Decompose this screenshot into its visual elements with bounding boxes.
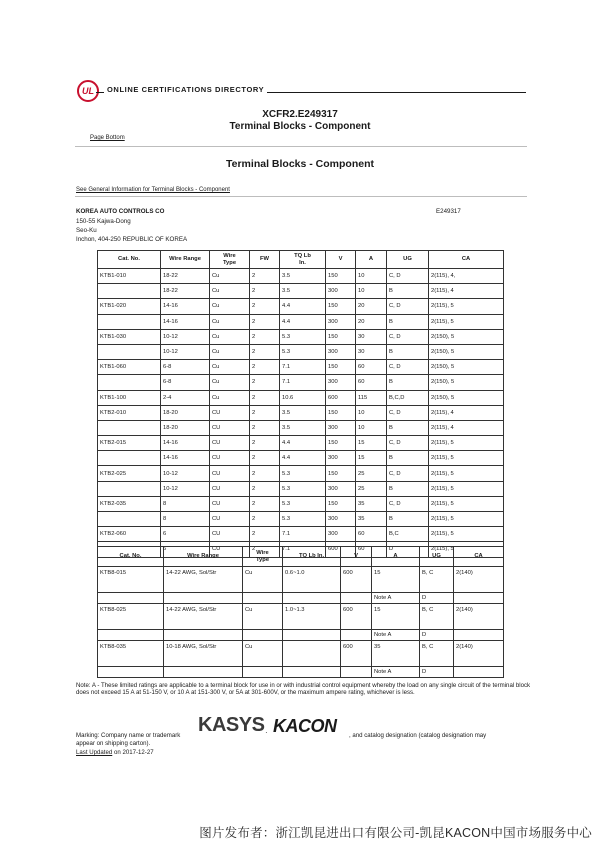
table-cell: 300 bbox=[326, 451, 356, 466]
table-cell: Cu bbox=[210, 299, 250, 314]
table-cell: 2 bbox=[250, 329, 280, 344]
table-cell: CU bbox=[210, 451, 250, 466]
table-cell: 10 bbox=[356, 269, 387, 284]
table-cell: 35 bbox=[372, 641, 420, 667]
table-cell: 3.5 bbox=[280, 420, 326, 435]
table-cell: 10 bbox=[356, 405, 387, 420]
table-cell: KTB8-035 bbox=[98, 641, 164, 667]
table-cell: 2-4 bbox=[161, 390, 210, 405]
table-cell bbox=[341, 593, 372, 604]
table-cell: 15 bbox=[372, 604, 420, 630]
table-cell bbox=[98, 314, 161, 329]
header-cell: A bbox=[372, 547, 420, 567]
address-line: Seo-Ku bbox=[76, 227, 97, 234]
table-cell bbox=[98, 284, 161, 299]
table-cell: 7.1 bbox=[280, 542, 326, 557]
table-cell bbox=[98, 344, 161, 359]
table-cell: 2(115), 5 bbox=[429, 512, 504, 527]
header-cell: TQ Lb In. bbox=[283, 547, 341, 567]
table-cell bbox=[98, 593, 164, 604]
table-cell: 2(115), 5 bbox=[429, 496, 504, 511]
ratings-table-2 bbox=[97, 546, 504, 678]
table-cell: 300 bbox=[326, 512, 356, 527]
table-cell: 6 bbox=[161, 542, 210, 557]
last-updated bbox=[76, 749, 154, 756]
table-cell: 4.4 bbox=[280, 299, 326, 314]
table-cell: C, D bbox=[387, 436, 429, 451]
table-cell: CU bbox=[210, 542, 250, 557]
table-cell: Cu bbox=[210, 329, 250, 344]
table-cell: B, C bbox=[420, 641, 454, 667]
table-cell: KTB1-010 bbox=[98, 269, 161, 284]
table-cell: 2 bbox=[250, 284, 280, 299]
table-cell: CU bbox=[210, 527, 250, 542]
table-cell bbox=[98, 481, 161, 496]
table-cell: 5.3 bbox=[280, 496, 326, 511]
header-cell: UG bbox=[387, 251, 429, 269]
table-cell: 14-16 bbox=[161, 436, 210, 451]
table-cell: B bbox=[387, 512, 429, 527]
table-cell: C, D bbox=[387, 466, 429, 481]
table-cell: 2(115), 5 bbox=[429, 527, 504, 542]
table-cell: 2(115), 5 bbox=[429, 542, 504, 557]
table-cell: KTB2-010 bbox=[98, 405, 161, 420]
table-row bbox=[98, 604, 504, 630]
table-cell: 2 bbox=[250, 420, 280, 435]
table-row bbox=[98, 641, 504, 667]
table-cell: 2(150), 5 bbox=[429, 360, 504, 375]
table-cell: KTB2-015 bbox=[98, 436, 161, 451]
table-cell: CU bbox=[210, 420, 250, 435]
table-cell: B bbox=[387, 420, 429, 435]
table-cell: CU bbox=[210, 405, 250, 420]
table-cell: 600 bbox=[326, 390, 356, 405]
table-cell: 2 bbox=[250, 451, 280, 466]
table-cell: 14-16 bbox=[161, 299, 210, 314]
table-cell: 2(150), 5 bbox=[429, 329, 504, 344]
kacon-logo: KACON bbox=[273, 716, 337, 736]
table-cell: 0.6~1.0 bbox=[283, 567, 341, 593]
table-row bbox=[98, 329, 504, 344]
table-cell: 2 bbox=[250, 466, 280, 481]
table-row bbox=[98, 593, 504, 604]
table-cell bbox=[98, 451, 161, 466]
table-cell: B bbox=[387, 481, 429, 496]
table-cell: 2(140) bbox=[454, 567, 504, 593]
table-cell: 5.3 bbox=[280, 344, 326, 359]
table-cell: C, D bbox=[387, 329, 429, 344]
table-cell: 2 bbox=[250, 481, 280, 496]
doc-title: Terminal Blocks - Component bbox=[229, 121, 371, 132]
table-cell: 2(115), 4 bbox=[429, 420, 504, 435]
table-cell: 2 bbox=[250, 496, 280, 511]
table-cell: 600 bbox=[341, 604, 372, 630]
marking-suffix: , and catalog designation (catalog designation may bbox=[349, 732, 487, 739]
table-cell: Cu bbox=[210, 284, 250, 299]
table-cell: 600 bbox=[341, 641, 372, 667]
company-name: KOREA AUTO CONTROLS CO bbox=[76, 208, 165, 215]
table-row bbox=[98, 466, 504, 481]
table-cell: 10-12 bbox=[161, 481, 210, 496]
table-cell: B bbox=[387, 375, 429, 390]
table-cell: 15 bbox=[372, 567, 420, 593]
table-cell bbox=[243, 667, 283, 678]
header-cell: V bbox=[341, 547, 372, 567]
table-row bbox=[98, 405, 504, 420]
table-cell: 7.1 bbox=[280, 527, 326, 542]
doc-code: XCFR2.E249317 bbox=[262, 109, 338, 120]
marking-prefix: Marking: Company name or trademark bbox=[76, 732, 181, 739]
table-row bbox=[98, 481, 504, 496]
table-cell: D bbox=[387, 542, 429, 557]
table-cell: Note A bbox=[372, 630, 420, 641]
table-cell: Cu bbox=[243, 567, 283, 593]
table-cell: 2(115), 5 bbox=[429, 314, 504, 329]
table-cell: 35 bbox=[356, 496, 387, 511]
table-row bbox=[98, 667, 504, 678]
table-cell bbox=[283, 593, 341, 604]
table-cell: 2 bbox=[250, 314, 280, 329]
table-cell: Cu bbox=[243, 641, 283, 667]
table-row bbox=[98, 567, 504, 593]
table-cell: 25 bbox=[356, 466, 387, 481]
table-cell: KTB1-030 bbox=[98, 329, 161, 344]
table-cell: 60 bbox=[356, 542, 387, 557]
last-updated-link[interactable]: Last Updated bbox=[76, 749, 113, 756]
table-cell: 600 bbox=[341, 567, 372, 593]
ratings-table-1 bbox=[97, 250, 504, 558]
table-cell: 3.5 bbox=[280, 405, 326, 420]
table-cell: 150 bbox=[326, 436, 356, 451]
table-cell bbox=[243, 593, 283, 604]
kasys-logo: KASYS bbox=[198, 714, 265, 736]
table-cell: Cu bbox=[210, 269, 250, 284]
header-cell: Cat. No. bbox=[98, 547, 164, 567]
table-cell: 20 bbox=[356, 299, 387, 314]
table-cell: 1.0~1.3 bbox=[283, 604, 341, 630]
table-cell: 60 bbox=[356, 375, 387, 390]
page-bottom-link[interactable]: Page Bottom bbox=[90, 135, 125, 141]
table-cell: 2 bbox=[250, 299, 280, 314]
table-row bbox=[98, 299, 504, 314]
table-cell: 5.3 bbox=[280, 481, 326, 496]
table-cell: 35 bbox=[356, 512, 387, 527]
table-cell: 300 bbox=[326, 344, 356, 359]
table-cell: 2(150), 5 bbox=[429, 375, 504, 390]
table-cell: 2(115), 5 bbox=[429, 299, 504, 314]
table-cell: C, D bbox=[387, 405, 429, 420]
table-cell: 10-12 bbox=[161, 466, 210, 481]
table-cell: 150 bbox=[326, 299, 356, 314]
table-cell bbox=[341, 667, 372, 678]
table-cell: KTB1-100 bbox=[98, 390, 161, 405]
table-cell: KTB8-015 bbox=[98, 567, 164, 593]
table-cell: 150 bbox=[326, 269, 356, 284]
table-cell bbox=[98, 512, 161, 527]
table-cell: 2(140) bbox=[454, 604, 504, 630]
table-cell: D bbox=[420, 593, 454, 604]
header-cell: CA bbox=[454, 547, 504, 567]
table-cell: C, D bbox=[387, 496, 429, 511]
table-cell bbox=[243, 630, 283, 641]
general-info-link[interactable]: See General Information for Terminal Blocks - Component bbox=[76, 187, 230, 193]
table-cell: CU bbox=[210, 512, 250, 527]
table-cell: 3.5 bbox=[280, 284, 326, 299]
table-row bbox=[98, 527, 504, 542]
table-cell bbox=[454, 593, 504, 604]
table-cell: 3.5 bbox=[280, 269, 326, 284]
table-cell: Cu bbox=[210, 375, 250, 390]
table-cell: B,C,D bbox=[387, 390, 429, 405]
table-cell: 14-16 bbox=[161, 314, 210, 329]
table-cell: 2 bbox=[250, 390, 280, 405]
table-cell: CU bbox=[210, 466, 250, 481]
table-cell: Cu bbox=[210, 344, 250, 359]
table-cell: 600 bbox=[326, 542, 356, 557]
table-cell: KTB1-020 bbox=[98, 299, 161, 314]
table-cell: 300 bbox=[326, 375, 356, 390]
table-cell: 10-12 bbox=[161, 329, 210, 344]
header-cell: A bbox=[356, 251, 387, 269]
table-cell: 2 bbox=[250, 542, 280, 557]
table-cell: 4.4 bbox=[280, 451, 326, 466]
table-cell: 115 bbox=[356, 390, 387, 405]
header-cell: TQ Lb In. bbox=[280, 251, 326, 269]
table-cell: 8 bbox=[161, 512, 210, 527]
table-cell: 14-22 AWG, Sol/Str bbox=[164, 567, 243, 593]
table-cell bbox=[283, 641, 341, 667]
marking-continuation: appear on shipping carton). bbox=[76, 740, 151, 747]
table-row bbox=[98, 390, 504, 405]
header-cell: Wire Type bbox=[210, 251, 250, 269]
table-cell: KTB2-060 bbox=[98, 527, 161, 542]
header-cell: Cat. No. bbox=[98, 251, 161, 269]
table-cell: 2(115), 4 bbox=[429, 284, 504, 299]
table-cell: 14-16 bbox=[161, 451, 210, 466]
table-cell bbox=[98, 420, 161, 435]
table-cell: Note A bbox=[372, 593, 420, 604]
table-cell: 2(150), 5 bbox=[429, 344, 504, 359]
table-cell bbox=[283, 630, 341, 641]
table-cell: 18-22 bbox=[161, 269, 210, 284]
address-line: Inchon, 404-250 REPUBLIC OF KOREA bbox=[76, 236, 188, 243]
table-cell bbox=[341, 630, 372, 641]
table-cell: 2(140) bbox=[454, 641, 504, 667]
file-number: E249317 bbox=[436, 208, 461, 215]
table-row bbox=[98, 360, 504, 375]
table-cell: B, C bbox=[420, 604, 454, 630]
address-line: 150-55 Kajwa-Dong bbox=[76, 218, 131, 225]
table-row bbox=[98, 451, 504, 466]
table-cell: 2(115), 5 bbox=[429, 466, 504, 481]
header-cell: V bbox=[326, 251, 356, 269]
table-cell: 15 bbox=[356, 436, 387, 451]
divider bbox=[75, 196, 527, 197]
ul-logo: UL bbox=[77, 80, 99, 102]
table-cell: 5.3 bbox=[280, 512, 326, 527]
table-cell: B bbox=[387, 314, 429, 329]
table-cell: 10 bbox=[356, 284, 387, 299]
table-cell: 10.6 bbox=[280, 390, 326, 405]
header-cell: Wire Range bbox=[161, 251, 210, 269]
table-cell: 60 bbox=[356, 360, 387, 375]
table-cell: KTB2-025 bbox=[98, 466, 161, 481]
table-row bbox=[98, 512, 504, 527]
table-cell: 2(115), 4 bbox=[429, 405, 504, 420]
table-cell: C, D bbox=[387, 299, 429, 314]
table-cell: 300 bbox=[326, 527, 356, 542]
table-row bbox=[98, 496, 504, 511]
table-row bbox=[98, 269, 504, 284]
table-cell: 2(115), 5 bbox=[429, 451, 504, 466]
table-cell: 18-22 bbox=[161, 284, 210, 299]
table-cell: KTB8-025 bbox=[98, 604, 164, 630]
table-row bbox=[98, 630, 504, 641]
table-cell: 5.3 bbox=[280, 466, 326, 481]
table-cell: 2 bbox=[250, 436, 280, 451]
table-cell: 60 bbox=[356, 527, 387, 542]
table-cell: 6-8 bbox=[161, 375, 210, 390]
table-cell: D bbox=[420, 630, 454, 641]
table-cell: 18-20 bbox=[161, 405, 210, 420]
table-cell: 30 bbox=[356, 329, 387, 344]
table-row bbox=[98, 284, 504, 299]
table-cell: 300 bbox=[326, 314, 356, 329]
table-cell bbox=[454, 630, 504, 641]
table-cell: C, D bbox=[387, 360, 429, 375]
table-cell: 15 bbox=[356, 451, 387, 466]
table-cell: 2 bbox=[250, 405, 280, 420]
table-cell: Cu bbox=[210, 390, 250, 405]
publisher-footer: 图片发布者：浙江凯昆进出口有限公司-凯昆KACON中国市场服务中心 bbox=[199, 826, 592, 840]
table-cell bbox=[98, 667, 164, 678]
separator-dot: · bbox=[265, 728, 268, 737]
table-cell: CU bbox=[210, 496, 250, 511]
table-row bbox=[98, 314, 504, 329]
table-cell: 2(115), 5 bbox=[429, 481, 504, 496]
table-cell bbox=[98, 375, 161, 390]
table-cell: Note A bbox=[372, 667, 420, 678]
ratings-note: Note: A - These limited ratings are applicable to a terminal block for use in or with industrial control equipment whereby the load on any single circuit of the terminal block does not exceed 15 A at 51-150 V, or 10 A at 151-300 V, or 5A at 301-600V, or the maximum ampere rating, whichever is less. bbox=[76, 682, 531, 697]
table-cell: Cu bbox=[210, 314, 250, 329]
table-cell: B bbox=[387, 344, 429, 359]
section-title: Terminal Blocks - Component bbox=[226, 158, 374, 170]
table-cell: 300 bbox=[326, 420, 356, 435]
table-cell: 18-20 bbox=[161, 420, 210, 435]
table-cell bbox=[454, 667, 504, 678]
table-cell: B, C bbox=[420, 567, 454, 593]
table-cell bbox=[98, 630, 164, 641]
table-cell: 4.4 bbox=[280, 436, 326, 451]
table-cell: CU bbox=[210, 436, 250, 451]
table-cell bbox=[283, 667, 341, 678]
header-cell: Wire Range bbox=[164, 547, 243, 567]
table-cell: 2(150), 5 bbox=[429, 390, 504, 405]
table-cell: 5.3 bbox=[280, 329, 326, 344]
table-cell: 6-8 bbox=[161, 360, 210, 375]
table-cell: CU bbox=[210, 481, 250, 496]
table-cell: 25 bbox=[356, 481, 387, 496]
table-cell: 2 bbox=[250, 375, 280, 390]
table-cell: 4.4 bbox=[280, 314, 326, 329]
table-cell: B bbox=[387, 284, 429, 299]
table-cell: C, D bbox=[387, 269, 429, 284]
table-cell: 2 bbox=[250, 527, 280, 542]
table-cell: 2(115), 4, bbox=[429, 269, 504, 284]
table-cell bbox=[164, 630, 243, 641]
table-cell: 2 bbox=[250, 360, 280, 375]
table-cell: KTB1-060 bbox=[98, 360, 161, 375]
table-cell: 10-12 bbox=[161, 344, 210, 359]
table-cell: 2 bbox=[250, 344, 280, 359]
header-cell: FW bbox=[250, 251, 280, 269]
table-cell: 10-18 AWG, Sol/Str bbox=[164, 641, 243, 667]
table-cell: 150 bbox=[326, 466, 356, 481]
table-cell: 150 bbox=[326, 405, 356, 420]
header-cell: Wire Type bbox=[243, 547, 283, 567]
table-row bbox=[98, 375, 504, 390]
table-cell: 2 bbox=[250, 269, 280, 284]
table-cell: 14-22 AWG, Sol/Str bbox=[164, 604, 243, 630]
table-cell: 150 bbox=[326, 496, 356, 511]
table-cell bbox=[164, 667, 243, 678]
table-cell: 30 bbox=[356, 344, 387, 359]
table-cell: B,C bbox=[387, 527, 429, 542]
table-row bbox=[98, 436, 504, 451]
table-cell: 300 bbox=[326, 284, 356, 299]
table-cell: 2(115), 5 bbox=[429, 436, 504, 451]
table-cell: Cu bbox=[243, 604, 283, 630]
table-cell: 7.1 bbox=[280, 375, 326, 390]
last-updated-date: on 2017-12-27 bbox=[113, 749, 154, 756]
table-cell: D bbox=[420, 667, 454, 678]
table-cell: 20 bbox=[356, 314, 387, 329]
divider bbox=[75, 146, 527, 147]
table-row bbox=[98, 344, 504, 359]
table-cell: 8 bbox=[161, 496, 210, 511]
table-cell: 150 bbox=[326, 360, 356, 375]
table-cell: 2 bbox=[250, 512, 280, 527]
table-cell: 7.1 bbox=[280, 360, 326, 375]
table-cell: 150 bbox=[326, 329, 356, 344]
table-cell: Cu bbox=[210, 360, 250, 375]
table-cell: 10 bbox=[356, 420, 387, 435]
header-cell: CA bbox=[429, 251, 504, 269]
table-cell: B bbox=[387, 451, 429, 466]
directory-title: ONLINE CERTIFICATIONS DIRECTORY bbox=[104, 85, 267, 94]
header-cell: UG bbox=[420, 547, 454, 567]
table-cell: KTB2-035 bbox=[98, 496, 161, 511]
table-cell: 300 bbox=[326, 481, 356, 496]
table-cell bbox=[164, 593, 243, 604]
table-cell: 6 bbox=[161, 527, 210, 542]
table-row bbox=[98, 420, 504, 435]
